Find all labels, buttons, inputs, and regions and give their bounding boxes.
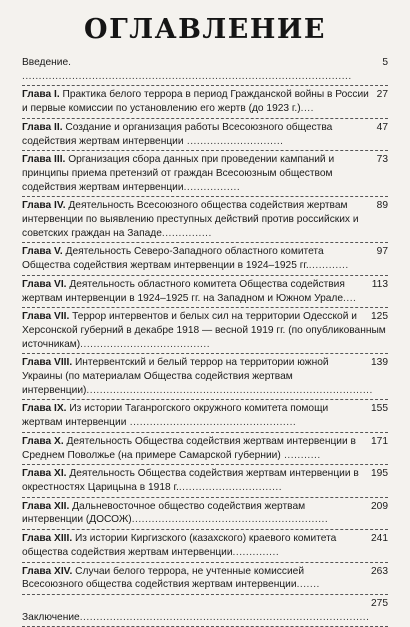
- toc-page-number: 97: [376, 246, 388, 258]
- toc-entry-title: Практика белого террора в период Гражданской войны в России и первые комиссии по установлению его жертв (до 1923 г.): [22, 89, 369, 115]
- toc-entry-title: Из истории Таганрогского окружного комитета помощи жертвам интервенции: [22, 403, 329, 429]
- toc-entry-chapter-3[interactable]: [22, 153, 388, 194]
- toc-leader: ......................................................................................: [86, 384, 373, 396]
- toc-entry-chapter-13[interactable]: [22, 532, 388, 559]
- toc-leader: ...........................................................: [131, 514, 329, 526]
- toc-leader: .......................................: [80, 338, 211, 350]
- toc-entry-title: Из истории Киргизского (казахского) краевого комитета общества содействия жертвам интервенции: [22, 533, 337, 558]
- toc-leader: ....: [300, 103, 314, 115]
- toc-chapter-label: Глава XI.: [22, 468, 67, 480]
- toc-entry-title: Деятельность областного комитета Общества содействия жертвам интервенции в 1924–1925 гг. на Западном и Южном Урале: [22, 278, 345, 304]
- toc-leader: ...........: [280, 449, 321, 461]
- toc-chapter-label: Глава IX.: [22, 403, 67, 415]
- toc-entry-title: Организация сбора данных при проведении кампаний и принципы приема претензий от граждан Всесоюзным обществом содействия жертвам интервенции: [22, 154, 335, 193]
- toc-entry-chapter-4[interactable]: [22, 199, 388, 240]
- divider: [22, 275, 388, 276]
- divider: [22, 85, 388, 86]
- toc-page-number: 155: [371, 403, 388, 415]
- toc-chapter-label: Глава V.: [22, 246, 63, 258]
- toc-entry-chapter-14[interactable]: [22, 565, 388, 592]
- toc-entry-title: Дальневосточное общество содействия жертвам интервенции (ДОСОЖ): [22, 500, 306, 526]
- toc-chapter-label: Глава XIV.: [22, 565, 73, 577]
- toc-leader: ....: [343, 292, 357, 304]
- toc-entry-title: Интервентский и белый террор на территории южной Украины (по материалам Общества содействия жертвам интервенции): [22, 357, 329, 396]
- toc-chapter-label: Глава XIII.: [22, 533, 73, 545]
- toc-entry-title: Деятельность Всесоюзного общества содействия жертвам интервенции по выявлению преступных действий против российских и советских граждан на Западе: [22, 200, 359, 239]
- toc-entry-title: Деятельность Общества содействия жертвам интервенции в Среднем Поволжье (на примере Самарской губернии): [22, 435, 356, 461]
- toc-page-number: 241: [371, 533, 388, 545]
- table-of-contents: [22, 56, 388, 627]
- toc-page-number: 125: [371, 311, 388, 323]
- toc-leader: .................: [183, 181, 241, 193]
- toc-entry-chapter-6[interactable]: [22, 278, 388, 305]
- toc-leader: ...............: [161, 227, 212, 239]
- toc-entry-title: Террор интервентов и белых сил на территории Одесской и Херсонской губерний в декабре 1918 — весной 1919 гг. (по опубликованным источникам): [22, 311, 386, 350]
- toc-entry-chapter-7[interactable]: [22, 310, 388, 351]
- divider: [22, 353, 388, 354]
- toc-entry-chapter-10[interactable]: [22, 435, 388, 462]
- toc-entry-chapter-8[interactable]: [22, 356, 388, 397]
- toc-entry-chapter-12[interactable]: [22, 500, 388, 527]
- toc-entry-chapter-2[interactable]: [22, 121, 388, 148]
- divider: [22, 150, 388, 151]
- toc-leader: ..............: [232, 546, 280, 558]
- toc-leader: .......: [296, 579, 320, 591]
- toc-leader: .......................................................................................: [79, 611, 370, 623]
- divider: [22, 464, 388, 465]
- toc-leader: ..................................................: [126, 417, 297, 429]
- toc-leader: ............: [308, 260, 349, 272]
- toc-chapter-label: Глава II.: [22, 121, 63, 133]
- toc-entry-intro[interactable]: [22, 56, 388, 83]
- toc-entry-title: Деятельность Северо-Западного областного комитета Общества содействия жертвам интервенции в 1924–1925 гг.: [22, 246, 324, 272]
- toc-entry-chapter-9[interactable]: [22, 402, 388, 429]
- toc-entry-chapter-5[interactable]: [22, 245, 388, 272]
- divider: [22, 242, 388, 243]
- toc-entry-title: Заключение: [22, 611, 80, 623]
- toc-leader: .............................: [183, 135, 284, 147]
- toc-page-number: 89: [376, 200, 388, 212]
- toc-page-number: 113: [371, 278, 388, 290]
- divider: [22, 594, 388, 595]
- toc-page-number: 139: [371, 357, 388, 369]
- divider: [22, 562, 388, 563]
- toc-entry-conclusion[interactable]: [22, 597, 388, 624]
- toc-entry-chapter-1[interactable]: [22, 88, 388, 115]
- toc-chapter-label: Глава IV.: [22, 200, 66, 212]
- divider: [22, 432, 388, 433]
- toc-page-number: 171: [371, 435, 388, 447]
- page-title: ОГЛАВЛЕНИЕ: [84, 14, 326, 45]
- divider: [22, 196, 388, 197]
- toc-chapter-label: Глава X.: [22, 435, 64, 447]
- toc-entry-title: Деятельность Общества содействия жертвам интервенции в окрестностях Царицына в 1918 г.: [22, 468, 359, 493]
- divider: [22, 497, 388, 498]
- toc-entry-chapter-11[interactable]: [22, 467, 388, 494]
- toc-chapter-label: Глава VIII.: [22, 357, 73, 369]
- toc-entry-title: Случаи белого террора, не учтенные комиссией Всесоюзного общества содействия жертвам интервенции: [22, 565, 305, 591]
- divider: [22, 529, 388, 530]
- toc-leader: ...............................: [178, 481, 283, 493]
- divider: [22, 307, 388, 308]
- divider: [22, 118, 388, 119]
- toc-entry-title: Введение.: [22, 57, 71, 68]
- toc-page-number: 275: [371, 597, 388, 609]
- toc-leader: ...................................................................................................: [22, 70, 352, 82]
- toc-page-number: 47: [376, 121, 388, 133]
- toc-page-number: 5: [382, 57, 388, 68]
- toc-entry-title: Создание и организация работы Всесоюзного общества содействия жертвам интервенции: [22, 121, 333, 147]
- toc-chapter-label: Глава III.: [22, 154, 66, 166]
- toc-page-number: 195: [371, 468, 388, 480]
- divider: [22, 399, 388, 400]
- toc-page-number: 263: [371, 565, 388, 577]
- toc-chapter-label: Глава VII.: [22, 311, 70, 323]
- toc-chapter-label: Глава VI.: [22, 278, 67, 290]
- toc-chapter-label: Глава I.: [22, 89, 60, 101]
- toc-chapter-label: Глава XII.: [22, 500, 70, 512]
- toc-page-number: 73: [376, 154, 388, 166]
- toc-page-number: 209: [371, 500, 388, 512]
- toc-page-number: 27: [376, 89, 388, 101]
